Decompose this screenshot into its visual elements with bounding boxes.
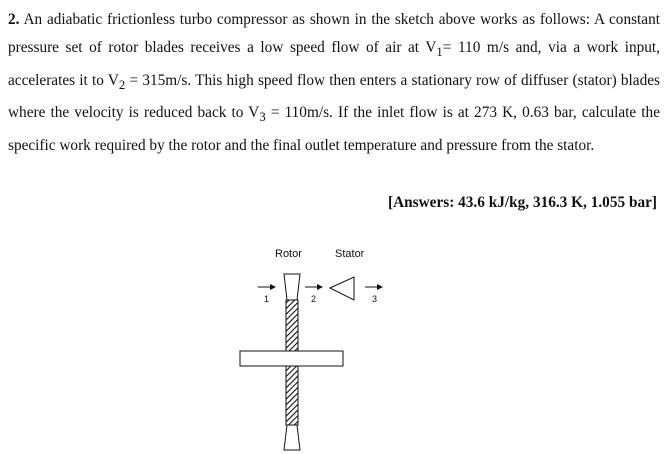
rotor-blade-top xyxy=(284,274,300,300)
flow-arrow-1 xyxy=(258,284,276,290)
station-1-label: 1 xyxy=(264,294,270,304)
problem-number: 2. xyxy=(8,11,20,28)
station-2-label: 2 xyxy=(311,294,317,304)
rotor-disk xyxy=(240,351,343,366)
rotor-label: Rotor xyxy=(275,248,302,260)
problem-text-part2: = 110 m/s and, via a work input, accelerates it to V xyxy=(8,39,660,89)
v3-subscript: 3 xyxy=(259,110,266,125)
stator-blade xyxy=(330,277,354,300)
station-3-label: 3 xyxy=(372,294,378,304)
rotor-blade-bottom xyxy=(284,425,300,450)
answers-line: [Answers: 43.6 kJ/kg, 316.3 K, 1.055 bar] xyxy=(388,194,657,211)
flow-arrow-3 xyxy=(365,284,383,290)
v2-subscript: 2 xyxy=(118,77,126,92)
problem-text-part1: An adiabatic frictionless turbo compressor as shown in the sketch above works as follows: A constant pressure set of rotor blades receives a low speed flow of air at V xyxy=(8,11,660,57)
flow-arrow-2 xyxy=(305,284,323,290)
problem-text-part3: = 315m/s. This high speed flow then enters a stationary row of diffuser (stator) blades where the velocity is reduced back to V xyxy=(8,71,660,122)
v1-subscript: 1 xyxy=(436,45,443,60)
stator-label: Stator xyxy=(335,248,365,260)
problem-text-part4: = 110m/s. If the inlet flow is at 273 K, 0.63 bar, calculate the specific work required by the rotor and the final outlet temperature and pressure from the stator. xyxy=(8,104,660,154)
